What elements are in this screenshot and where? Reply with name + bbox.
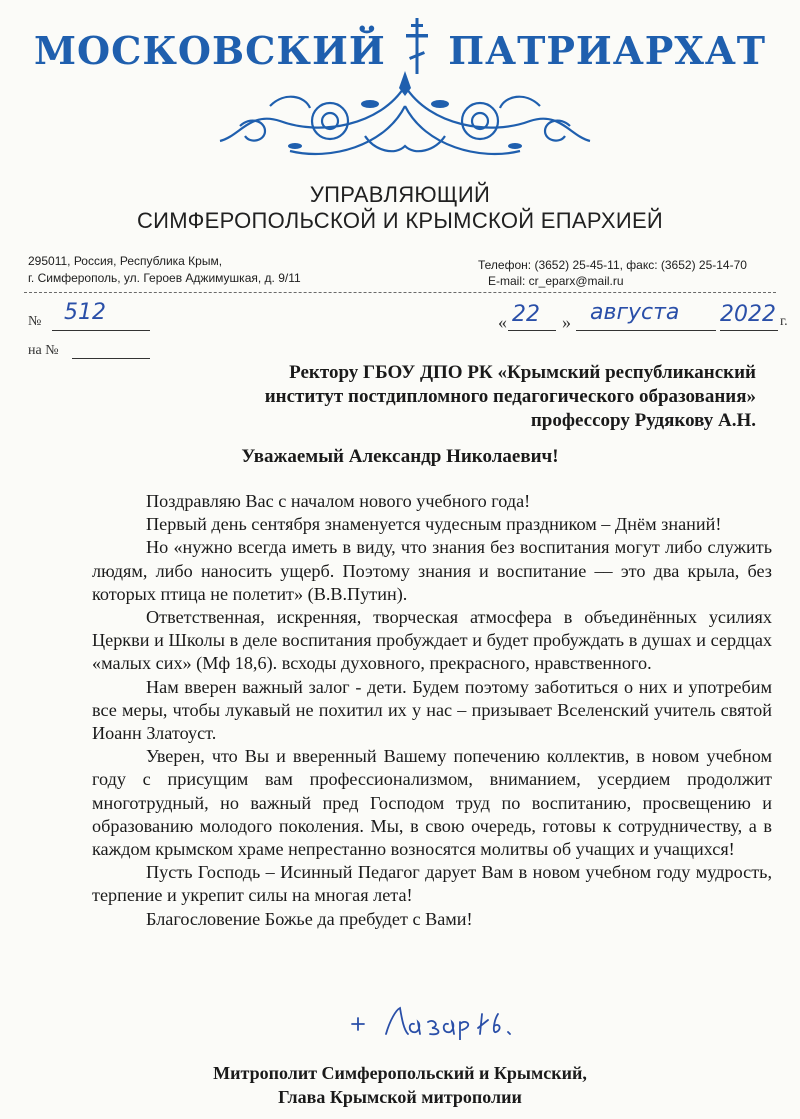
addressee-line1: Ректору ГБОУ ДПО РК «Крымский республиканский: [289, 362, 756, 383]
brand-right-word: ПАТРИАРХАТ: [448, 28, 767, 73]
addressee-line2: институт постдипломного педагогического образования»: [264, 386, 756, 407]
date-close-quote: »: [562, 312, 571, 332]
date-year: 2022: [720, 302, 776, 327]
addressee-line3: профессору Рудякову А.Н.: [530, 410, 756, 431]
date-open-quote: «: [498, 312, 507, 332]
date-suffix: г.: [780, 314, 788, 329]
signer-title-line1: Митрополит Симферопольский и Крымский,: [213, 1063, 587, 1083]
signer-title-line2: Глава Крымской митрополии: [278, 1087, 522, 1107]
body-paragraph: Пусть Господь – Исинный Педагог дарует Вам в новом учебном году мудрость, терпение и укрепит силы на многая лета!: [92, 862, 772, 906]
body-paragraph: Первый день сентября знаменуется чудесным праздником – Днём знаний!: [146, 514, 722, 535]
body-paragraph: Благословение Божье да пребудет с Вами!: [146, 908, 473, 929]
date-month-underline: [576, 330, 716, 331]
date-day-underline: [508, 330, 556, 331]
letter-body: [92, 490, 772, 931]
body-paragraph: Ответственная, искренняя, творческая атмосфера в объединённых усилиях Церкви и Школы в деле воспитания пробуждает и будет пробуждать в душах и сердцах «малых сих» (Мф 18,6). всходы духовного, прекрасного, нравственного.: [92, 607, 772, 674]
ornament-flourish-icon: [210, 66, 600, 176]
letterhead-title-line1: УПРАВЛЯЮЩИЙ: [309, 182, 491, 207]
reply-label: на №: [28, 343, 59, 358]
number-underline: [52, 330, 150, 331]
handwritten-signature-icon: [348, 1000, 548, 1040]
address-line2: г. Симферополь, ул. Героев Аджимушкая, д. 9/11: [28, 271, 301, 285]
phone-line: Телефон: (3652) 25-45-11, факс: (3652) 25-14-70: [478, 258, 747, 272]
body-paragraph: Поздравляю Вас с началом нового учебного года!: [146, 491, 531, 511]
body-paragraph: Уверен, что Вы и вверенный Вашему попечению коллектив, в новом учебном году с присущим вам профессионализмом, вниманием, усердием продолжит многотрудный, но важный пред Господом труд по воспитанию, просвещению и образованию молодого поколения. Мы, в свою очередь, готовы к сотрудничеству, а в каждом крымском храме непрестанно возносятся молитвы об учащих и учащихся!: [92, 746, 772, 860]
date-day: 22: [512, 302, 540, 327]
salutation: Уважаемый Александр Николаевич!: [241, 446, 559, 467]
date-month: августа: [590, 300, 680, 325]
body-paragraph: Но «нужно всегда иметь в виду, что знания без воспитания могут либо служить людям, либо наносить ущерб. Поэтому знания и воспитание –– это два крыла, без которых птица не полетит» (В.В.Путин).: [92, 537, 772, 604]
header-divider: [24, 292, 776, 293]
number-value: 512: [64, 300, 106, 325]
number-label: №: [28, 314, 42, 329]
body-paragraph: Нам вверен важный залог - дети. Будем поэтому заботиться о них и употребим все меры, чтобы лукавый не похитил их у нас – призывает Вселенский учитель святой Иоанн Златоуст.: [92, 676, 772, 744]
address-line1: 295011, Россия, Республика Крым,: [28, 254, 223, 268]
email-line: E-mail: cr_eparx@mail.ru: [488, 274, 624, 288]
reply-underline: [72, 358, 150, 359]
date-year-underline: [720, 330, 778, 331]
brand-left-word: МОСКОВСКИЙ: [33, 28, 386, 73]
letterhead-title-line2: СИМФЕРОПОЛЬСКОЙ И КРЫМСКОЙ ЕПАРХИЕЙ: [136, 208, 664, 233]
